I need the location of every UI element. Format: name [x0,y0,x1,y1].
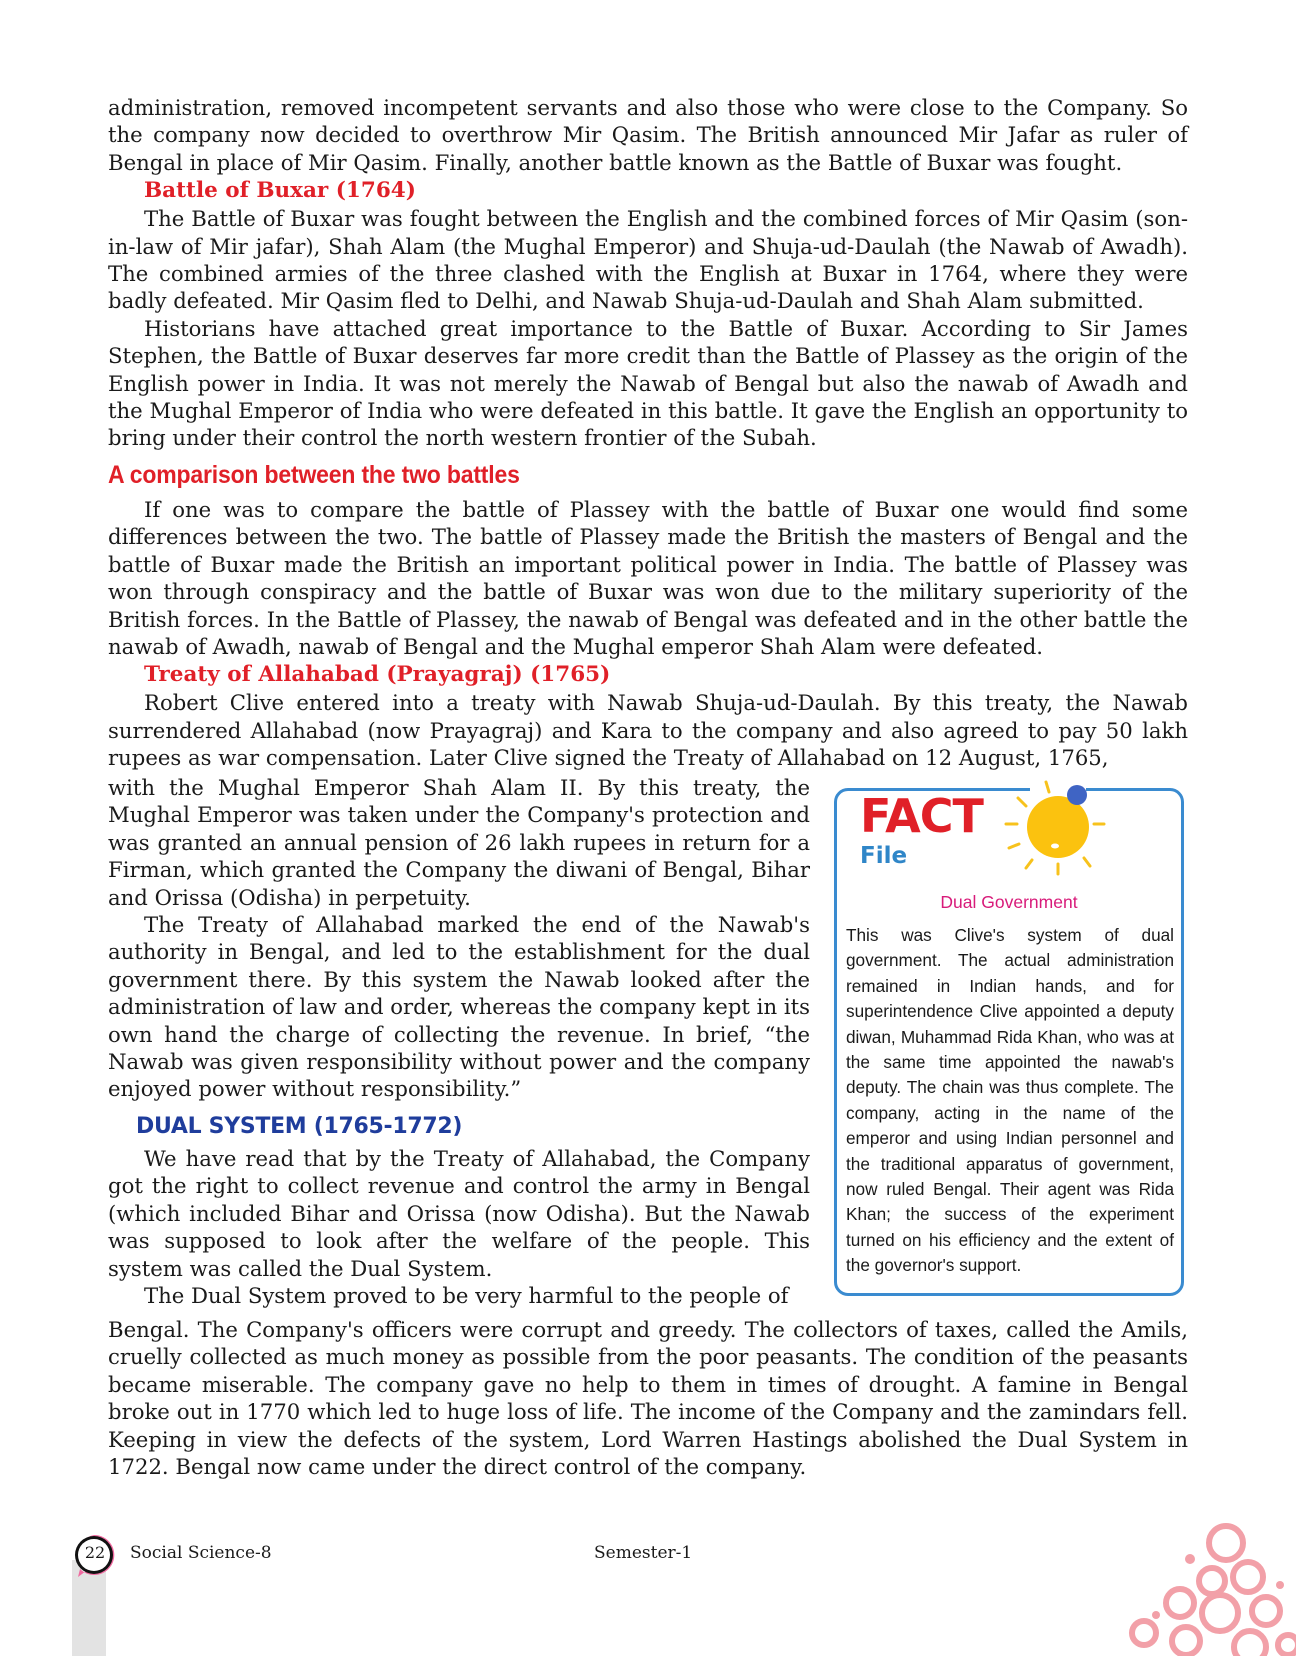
buxar-heading: Battle of Buxar (1764) [144,178,416,204]
lightbulb-icon [1000,778,1110,888]
fact-file-text: This was Clive's system of dual government. The actual administration remained in Indian hands, and for superintendence Clive appointed a deputy diwan, Muhammad Rida Khan, who was at the same time appointed the nawab's deputy. The chain was thus complete. The company, acting in the name of the emperor and using Indian personnel and the traditional apparatus of government, now ruled Bengal. Their agent was Rida Khan; the success of the experiment turned on his efficiency and the extent of the governor's support. [846,925,1174,1276]
narrow-column [108,774,810,1309]
allahabad-heading: Treaty of Allahabad (Prayagraj) (1765) [144,662,611,688]
top-content [108,94,1188,772]
bottom-content [108,1316,1188,1480]
decorative-circles [1120,1515,1296,1656]
dual-system-heading: DUAL SYSTEM (1765-1772) [136,1113,463,1139]
file-label: File [860,843,908,869]
comparison-paragraph: If one was to compare the battle of Plassey with the battle of Buxar one would find some differences between the two. The battle of Plassey made the British the masters of Bengal and the battle of Buxar made the British an important political power in India. The battle of Plassey was won through conspiracy and the battle of Buxar was won due to the military superiority of the British forces. In the Battle of Plassey, the nawab of Bengal was defeated and in the other battle the nawab of Awadh, nawab of Bengal and the Mughal emperor Shah Alam were defeated. [108,496,1188,659]
dual-paragraph-2-cont: Bengal. The Company's officers were corrupt and greedy. The collectors of taxes, called the Amils, cruelly collected as much money as possible from the poor peasants. The condition of the peasants became miserable. The company gave no help to them in times of drought. A famine in Bengal broke out in 1770 which led to huge loss of life. The income of the Company and the zamindars fell. Keeping in view the defects of the system, Lord Warren Hastings abolished the Dual System in 1722. Bengal now came under the direct control of the company. [108,1317,1188,1480]
dual-paragraph-1: We have read that by the Treaty of Allahabad, the Company got the right to collect revenue and control the army in Bengal (which included Bihar and Orissa (now Odisha). But the Nawab was supposed to look after the welfare of the people. This system was called the Dual System. [108,1145,810,1281]
allahabad-paragraph-1: Robert Clive entered into a treaty with Nawab Shuja-ud-Daulah. By this treaty, the Nawab surrendered Allahabad (now Prayagraj) and Kara to the company and also agreed to pay 50 lakh rupees as war compensation. Later Clive signed the Treaty of Allahabad on 12 August, 1765, [108,690,1188,771]
fact-label: FACT [860,789,983,843]
intro-paragraph: administration, removed incompetent servants and also those who were close to the Company. So the company now decided to overthrow Mir Qasim. The British announced Mir Jafar as ruler of Bengal in place of Mir Qasim. Finally, another battle known as the Battle of Buxar was fought. [108,95,1188,175]
buxar-paragraph-2: Historians have attached great importance to the Battle of Buxar. According to Sir James Stephen, the Battle of Buxar deserves far more credit than the Battle of Plassey as the origin of the English power in India. It was not merely the Nawab of Bengal but also the nawab of Awadh and the Mughal Emperor of India who were defeated in this battle. It gave the English an opportunity to bring under their control the north western frontier of the Subah. [108,315,1188,451]
allahabad-paragraph-1-cont: with the Mughal Emperor Shah Alam II. By this treaty, the Mughal Emperor was taken under the Company's protection and was granted an annual pension of 26 lakh rupees in return for a Firman, which granted the Company the diwani of Bengal, Bihar and Orissa (Odisha) in perpetuity. [108,775,810,910]
comparison-heading: A comparison between the two battles [108,460,520,489]
page-number: 22 [84,1543,106,1562]
footer-book-title: Social Science-8 [130,1543,272,1563]
footer-semester: Semester-1 [594,1543,693,1563]
allahabad-paragraph-2: The Treaty of Allahabad marked the end of the Nawab's authority in Bengal, and led to the establishment for the dual government there. By this system the Nawab looked after the administration of law and order, whereas the company kept in its own hand the charge of collecting the revenue. In brief, “the Nawab was given responsibility without power and the company enjoyed power without responsibility.” [108,912,810,1102]
fact-file-title: Dual Government [940,892,1078,912]
buxar-paragraph-1: The Battle of Buxar was fought between the English and the combined forces of Mir Qasim (son-in-law of Mir jafar), Shah Alam (the Mughal Emperor) and Shuja-ud-Daulah (the Nawab of Awadh). The combined armies of the three clashed with the English at Buxar in 1764, where they were badly defeated. Mir Qasim fled to Delhi, and Nawab Shuja-ud-Daulah and Shah Alam submitted. [108,206,1188,314]
dual-paragraph-2-start: The Dual System proved to be very harmful to the people of [144,1282,789,1308]
